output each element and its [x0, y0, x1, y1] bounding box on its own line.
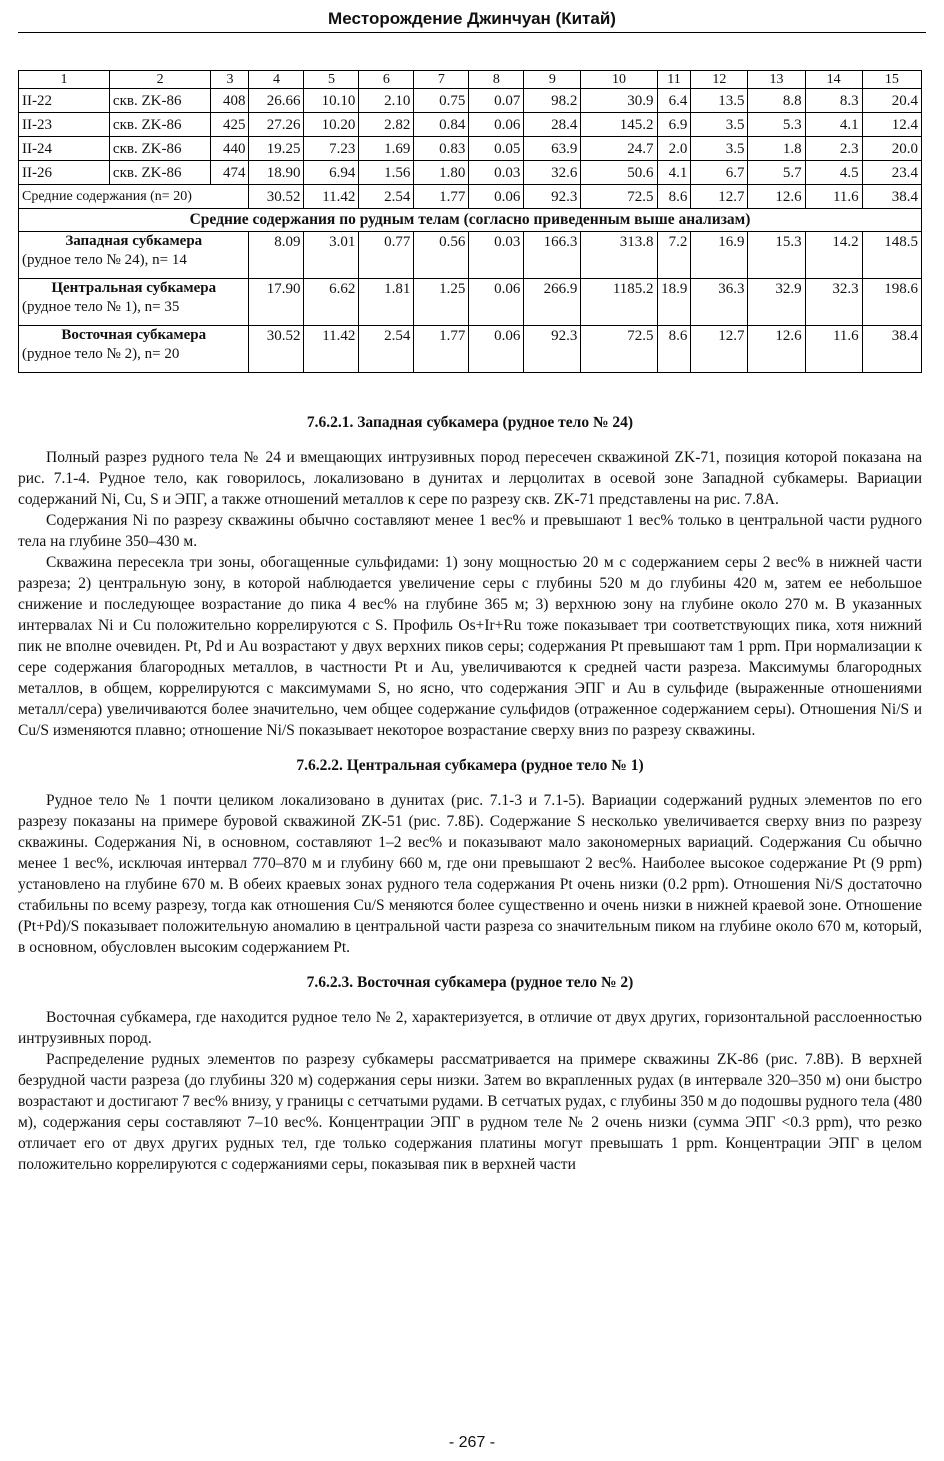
table-cell: 0.84: [414, 113, 469, 137]
column-header: 1: [19, 71, 110, 89]
table-cell: 2.82: [359, 113, 414, 137]
table-cell: II-24: [19, 137, 110, 161]
table-cell: 11.6: [805, 326, 862, 373]
table-cell: 2.54: [359, 326, 414, 373]
paragraph: Рудное тело № 1 почти целиком локализовано в дунитах (рис. 7.1-3 и 7.1-5). Вариации содержаний рудных элементов по его разрезу показаны на примере буровой скважиной ZK-51 (рис. 7.8Б). Содержание S несколько увеличивается сверху вниз по разрезу скважины. Содержания Ni, в основном, составляют 1–2 вес% и показывают мало закономерных вариаций. Содержания Cu обычно менее 1 вес%, исключая интервал 770–870 м и глубину 660 м, где они превышают 2 вес%. Наиболее высокое содержание Pt (9 ppm) установлено на глубине 670 м. В обеих краевых зонах рудного тела содержания Pt очень низки (0.2 ppm). Отношения Ni/S достаточно стабильны по всему разрезу, тогда как отношения Cu/S меняются более существенно и очень низки в нижней краевой зоне. Отношение (Pt+Pd)/S показывает положительную аномалию в центральной части разреза со значительным пиком на глубине около 670 м, который, в основном, обусловлен высоким содержанием Pt.: [18, 792, 922, 956]
table-cell: II-22: [19, 89, 110, 113]
assay-table: [18, 70, 922, 373]
column-header: 9: [524, 71, 581, 89]
table-cell: 11.6: [805, 185, 862, 209]
section-gap: [18, 958, 922, 972]
page-number: - 267 -: [448, 1434, 496, 1451]
table-cell: 0.77: [359, 232, 414, 279]
column-header: 6: [359, 71, 414, 89]
column-header: 7: [414, 71, 469, 89]
table-cell: 6.9: [657, 113, 691, 137]
table-cell: 1.8: [748, 137, 805, 161]
orebody-subtitle: (рудное тело № 2), n= 20: [22, 346, 180, 362]
table-cell: 13.5: [691, 89, 748, 113]
table-cell: 0.06: [469, 185, 524, 209]
table-cell: 23.4: [862, 161, 921, 185]
table-cell: 38.4: [862, 326, 921, 373]
table-cell: 474: [211, 161, 249, 185]
table-cell: 3.5: [691, 137, 748, 161]
running-header: Месторождение Джинчуан (Китай): [328, 9, 616, 28]
table-cell: 2.0: [657, 137, 691, 161]
table-cell: 0.06: [469, 279, 524, 326]
table-cell: 0.05: [469, 137, 524, 161]
table-cell: 0.03: [469, 232, 524, 279]
orebody-row: [19, 279, 922, 326]
paragraph: Полный разрез рудного тела № 24 и вмещающих интрузивных пород пересечен скважиной ZK-71, позиция которой показана на рис. 7.1-4. Рудное тело, как говорилось, локализовано в дунитах и лерцолитах в осевой зоне Западной субкамеры. Вариации содержаний Ni, Cu, S и ЭПГ, а также отношений металлов к сере по разрезу скв. ZK-71 представлены на рис. 7.8А.: [18, 449, 922, 508]
table-cell: 18.90: [249, 161, 304, 185]
table-cell: 1185.2: [581, 279, 657, 326]
column-header: 4: [249, 71, 304, 89]
table-cell: 12.6: [748, 185, 805, 209]
table-cell: 198.6: [862, 279, 921, 326]
table-cell: 313.8: [581, 232, 657, 279]
orebody-subtitle: (рудное тело № 24), n= 14: [22, 252, 187, 268]
table-cell: 11.42: [304, 326, 359, 373]
table-cell: 145.2: [581, 113, 657, 137]
orebody-row: [19, 232, 922, 279]
table-cell: 166.3: [524, 232, 581, 279]
average-row: [19, 185, 922, 209]
paragraph: Содержания Ni по разрезу скважины обычно составляют менее 1 вес% и превышают 1 вес% только в центральной части рудного тела на глубине 350–430 м.: [18, 512, 922, 550]
table-cell: 63.9: [524, 137, 581, 161]
table-cell: 10.10: [304, 89, 359, 113]
table-row: [19, 89, 922, 113]
table-cell: 1.69: [359, 137, 414, 161]
column-header: 2: [109, 71, 211, 89]
group-title-row: [19, 209, 922, 232]
table-cell: 8.6: [657, 326, 691, 373]
paragraph: Распределение рудных элементов по разрезу субкамеры рассматривается на примере скважины ZK-86 (рис. 7.8В). В верхней безрудной части разреза (до глубины 320 м) содержания серы низки. Затем во вкрапленных рудах (в интервале 320–350 м) они быстро возрастают и достигают 7 вес% внизу, у границы с сетчатыми рудами. В сетчатых рудах, с глубины 350 м до подошвы рудного тела (480 м), содержания серы составляют 7–10 вес%. Концентрации ЭПГ в рудном теле № 2 очень низки (сумма ЭПГ <0.3 ppm), что резко отличает его от двух других рудных тел, где только содержания платины могут превышать 1 ppm. Концентрации ЭПГ в целом положительно коррелируются с содержаниями серы, показывая пик в верхней части: [18, 1051, 922, 1173]
table-cell: 8.09: [249, 232, 304, 279]
paragraph: Восточная субкамера, где находится рудное тело № 2, характеризуется, в отличие от двух других, горизонтальной расслоенностью интрузивных пород.: [18, 1009, 922, 1047]
table-cell: 98.2: [524, 89, 581, 113]
table-cell: 1.77: [414, 185, 469, 209]
table-cell: 24.7: [581, 137, 657, 161]
table-cell: скв. ZK-86: [109, 89, 211, 113]
table-row: [19, 161, 922, 185]
table-row: [19, 137, 922, 161]
table-cell: 4.1: [805, 113, 862, 137]
column-header: 10: [581, 71, 657, 89]
orebody-label: [19, 326, 249, 373]
section-gap: [18, 741, 922, 755]
table-cell: 36.3: [691, 279, 748, 326]
table-cell: скв. ZK-86: [109, 113, 211, 137]
table-cell: 1.56: [359, 161, 414, 185]
table-cell: 425: [211, 113, 249, 137]
table-cell: скв. ZK-86: [109, 137, 211, 161]
table-header-row: [19, 71, 922, 89]
table-cell: 20.4: [862, 89, 921, 113]
table-cell: 27.26: [249, 113, 304, 137]
table-cell: 6.62: [304, 279, 359, 326]
average-label: Средние содержания (n= 20): [19, 185, 249, 209]
table-cell: 2.10: [359, 89, 414, 113]
table-cell: 72.5: [581, 326, 657, 373]
table-cell: 0.07: [469, 89, 524, 113]
orebody-subtitle: (рудное тело № 1), n= 35: [22, 299, 180, 315]
column-header: 8: [469, 71, 524, 89]
column-header: 15: [862, 71, 921, 89]
table-cell: 17.90: [249, 279, 304, 326]
table-cell: 26.66: [249, 89, 304, 113]
table-cell: 5.3: [748, 113, 805, 137]
orebody-label: [19, 232, 249, 279]
table-cell: 10.20: [304, 113, 359, 137]
body-text: [18, 412, 922, 1175]
table-cell: 11.42: [304, 185, 359, 209]
table-cell: 0.06: [469, 326, 524, 373]
orebody-row: [19, 326, 922, 373]
table-cell: 32.6: [524, 161, 581, 185]
table-cell: 0.06: [469, 113, 524, 137]
table-cell: 0.83: [414, 137, 469, 161]
table-cell: 32.3: [805, 279, 862, 326]
table-cell: 16.9: [691, 232, 748, 279]
table-cell: 3.5: [691, 113, 748, 137]
table-cell: 7.23: [304, 137, 359, 161]
table-cell: 0.56: [414, 232, 469, 279]
table-cell: 12.6: [748, 326, 805, 373]
table-cell: 6.7: [691, 161, 748, 185]
table-cell: 20.0: [862, 137, 921, 161]
table-cell: 30.9: [581, 89, 657, 113]
table-row: [19, 113, 922, 137]
table-cell: 19.25: [249, 137, 304, 161]
section-heading: 7.6.2.1. Западная субкамера (рудное тело № 24): [306, 414, 634, 431]
table-cell: 1.80: [414, 161, 469, 185]
header-rule: [18, 32, 926, 33]
column-header: 14: [805, 71, 862, 89]
table-cell: 15.3: [748, 232, 805, 279]
orebody-label: [19, 279, 249, 326]
table-cell: 440: [211, 137, 249, 161]
table-cell: 7.2: [657, 232, 691, 279]
table-cell: 148.5: [862, 232, 921, 279]
column-header: 11: [657, 71, 691, 89]
table-cell: 4.5: [805, 161, 862, 185]
table-cell: 12.7: [691, 326, 748, 373]
table-cell: II-26: [19, 161, 110, 185]
table-cell: 1.77: [414, 326, 469, 373]
paragraph: Скважина пересекла три зоны, обогащенные сульфидами: 1) зону мощностью 20 м с содержанием серы 2 вес% в нижней части разреза; 2) центральную зону, в которой наблюдается увеличение серы с глубины 520 м до глубины 420 м, затем ее небольшое снижение и последующее возрастание до пика 4 вес% на глубине 365 м; 3) верхнюю зону на глубине около 270 м. В указанных интервалах Ni и Cu положительно коррелируются с S. Профиль Os+Ir+Ru тоже показывает три соответствующих пика, хотя нижний пик не вполне очевиден. Pt, Pd и Au возрастают у двух верхних пиков серы; содержания Pt превышают там 1 ppm. При нормализации к сере содержания благородных металлов, в частности Pt и Au, увеличиваются к средней части разреза. Максимумы благородных металлов, в общем, коррелируются с максимумами S, но ясно, что содержания ЭПГ и Au в сульфиде (выраженные отношениями металл/сера) увеличиваются более значительно, чем общее содержание сульфидов (отраженное содержанием серы). Отношения Ni/S и Cu/S изменяются плавно; отношение Ni/S показывает некоторое возрастание сверху вниз по разрезу скважины.: [18, 554, 922, 739]
table-cell: 8.3: [805, 89, 862, 113]
table-cell: скв. ZK-86: [109, 161, 211, 185]
table-cell: 18.9: [657, 279, 691, 326]
table-cell: 28.4: [524, 113, 581, 137]
table-cell: 14.2: [805, 232, 862, 279]
table-cell: 266.9: [524, 279, 581, 326]
group-section-title: Средние содержания по рудным телам (согласно приведенным выше анализам): [19, 209, 922, 232]
table-cell: 92.3: [524, 326, 581, 373]
table-cell: 3.01: [304, 232, 359, 279]
section-heading: 7.6.2.3. Восточная субкамера (рудное тело № 2): [306, 974, 634, 991]
table-cell: 12.4: [862, 113, 921, 137]
table-cell: 1.81: [359, 279, 414, 326]
table-cell: II-23: [19, 113, 110, 137]
column-header: 12: [691, 71, 748, 89]
table-cell: 2.3: [805, 137, 862, 161]
subchamber-title: Центральная субкамера: [51, 280, 217, 296]
table-cell: 0.75: [414, 89, 469, 113]
subchamber-title: Западная субкамера: [65, 233, 203, 249]
table-cell: 30.52: [249, 326, 304, 373]
column-header: 5: [304, 71, 359, 89]
table-cell: 6.94: [304, 161, 359, 185]
column-header: 13: [748, 71, 805, 89]
table-cell: 8.6: [657, 185, 691, 209]
section-heading: 7.6.2.2. Центральная субкамера (рудное тело № 1): [296, 757, 644, 774]
table-cell: 50.6: [581, 161, 657, 185]
column-header: 3: [211, 71, 249, 89]
table-cell: 1.25: [414, 279, 469, 326]
table-cell: 12.7: [691, 185, 748, 209]
table-cell: 2.54: [359, 185, 414, 209]
table-cell: 4.1: [657, 161, 691, 185]
table-cell: 8.8: [748, 89, 805, 113]
table-cell: 38.4: [862, 185, 921, 209]
table-cell: 32.9: [748, 279, 805, 326]
table-cell: 72.5: [581, 185, 657, 209]
table-cell: 30.52: [249, 185, 304, 209]
subchamber-title: Восточная субкамера: [61, 327, 207, 343]
table-cell: 6.4: [657, 89, 691, 113]
table-cell: 5.7: [748, 161, 805, 185]
table-cell: 0.03: [469, 161, 524, 185]
table-cell: 408: [211, 89, 249, 113]
table-cell: 92.3: [524, 185, 581, 209]
